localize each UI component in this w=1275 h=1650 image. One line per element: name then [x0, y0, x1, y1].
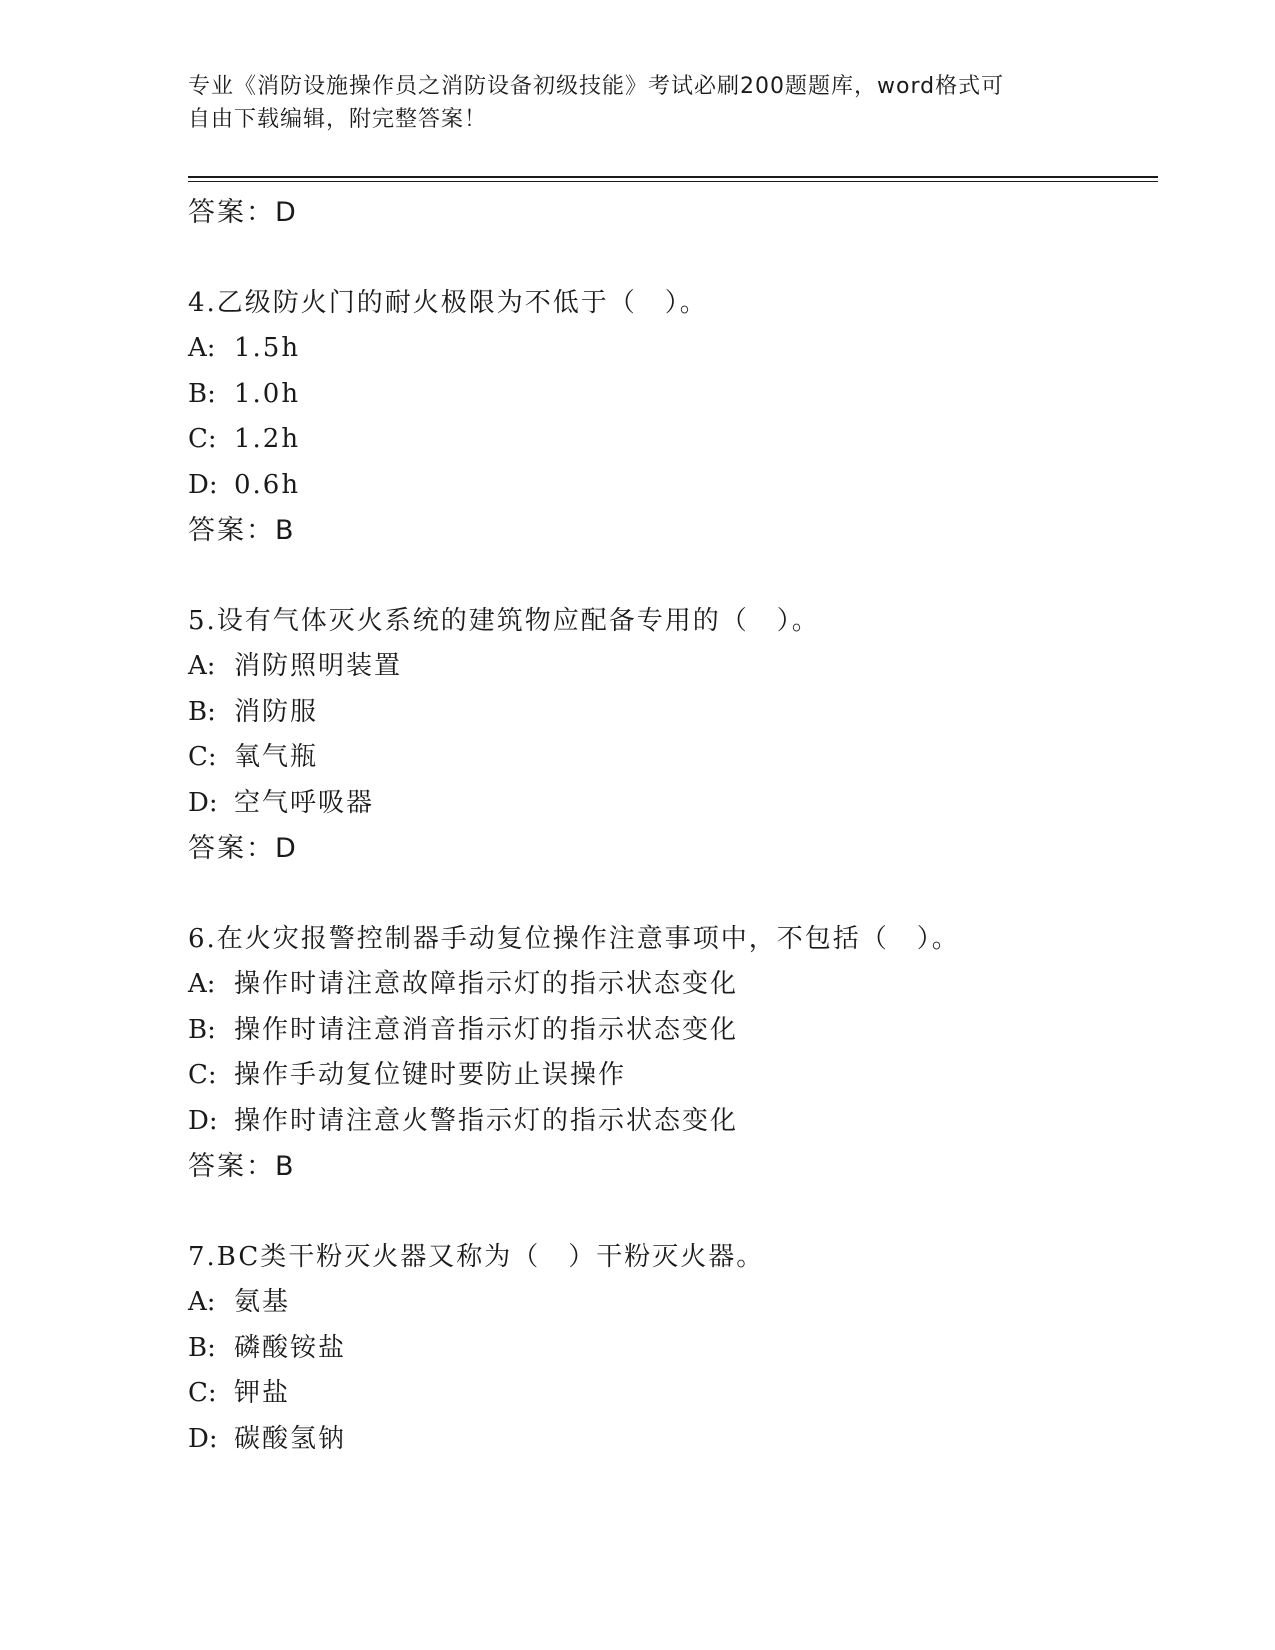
option-text: 操作时请注意故障指示灯的指示状态变化 [234, 969, 739, 999]
option-text: 操作时请注意消音指示灯的指示状态变化 [234, 1014, 739, 1045]
header-line-1: 专业《消防设施操作员之消防设备初级技能》考试必刷200题题库，word格式可 [188, 74, 1005, 99]
option-d [188, 1417, 1158, 1463]
option-b [188, 372, 1158, 418]
question-4 [188, 281, 1158, 554]
header-line-2: 自由下载编辑，附完整答案！ [188, 107, 488, 132]
option-label: B: [188, 378, 216, 409]
option-c [188, 1371, 1158, 1417]
option-label: B: [188, 1014, 216, 1045]
option-text: 操作时请注意火警指示灯的指示状态变化 [234, 1105, 739, 1136]
option-c [188, 1053, 1158, 1099]
option-label: B: [188, 696, 216, 727]
option-c [188, 735, 1158, 781]
question-6 [188, 917, 1158, 1190]
answer: 答案：D [188, 833, 298, 864]
option-text: 消防照明装置 [234, 651, 403, 681]
question-stem: 6.在火灾报警控制器手动复位操作注意事项中，不包括（ ）。 [188, 923, 960, 954]
option-label: D: [188, 787, 218, 818]
question-list [188, 190, 1158, 1462]
option-text: 磷酸铵盐 [234, 1332, 347, 1363]
header-rule-thick [188, 176, 1158, 178]
question-stem: 4.乙级防火门的耐火极限为不低于（ ）。 [188, 287, 708, 318]
option-a [188, 644, 1158, 690]
option-text: 氧气瓶 [234, 742, 319, 772]
option-a [188, 962, 1158, 1008]
option-text: 氨基 [234, 1287, 291, 1317]
document-header [188, 70, 1088, 136]
option-a [188, 1280, 1158, 1326]
option-text: 1.2h [234, 424, 301, 454]
question-stem: 5.设有气体灭火系统的建筑物应配备专用的（ ）。 [188, 605, 820, 636]
question-stem: 7.BC类干粉灭火器又称为（ ）干粉灭火器。 [188, 1241, 765, 1272]
option-text: 空气呼吸器 [234, 787, 375, 818]
option-d [188, 1099, 1158, 1145]
option-d [188, 781, 1158, 827]
option-label: D: [188, 469, 218, 500]
option-label: C: [188, 742, 217, 772]
answer: 答案：B [188, 515, 296, 546]
option-a [188, 326, 1158, 372]
option-label: C: [188, 1378, 217, 1408]
option-c [188, 417, 1158, 463]
question-7 [188, 1235, 1158, 1463]
option-text: 消防服 [234, 696, 319, 727]
option-label: A: [188, 333, 216, 363]
option-b [188, 1326, 1158, 1372]
option-text: 操作手动复位键时要防止误操作 [234, 1060, 627, 1090]
option-text: 1.0h [234, 378, 301, 409]
option-text: 1.5h [234, 333, 301, 363]
option-label: D: [188, 1423, 218, 1454]
option-text: 碳酸氢钠 [234, 1423, 347, 1454]
option-label: A: [188, 969, 216, 999]
option-label: C: [188, 424, 217, 454]
option-label: B: [188, 1332, 216, 1363]
option-d [188, 463, 1158, 509]
header-rule-thin [188, 181, 1158, 182]
answer: 答案：B [188, 1151, 296, 1182]
question-5 [188, 599, 1158, 872]
option-label: A: [188, 1287, 216, 1317]
option-text: 0.6h [234, 469, 301, 500]
option-label: A: [188, 651, 216, 681]
previous-answer: 答案：D [188, 197, 298, 228]
option-label: C: [188, 1060, 217, 1090]
option-b [188, 1008, 1158, 1054]
option-label: D: [188, 1105, 218, 1136]
option-b [188, 690, 1158, 736]
option-text: 钾盐 [234, 1378, 291, 1408]
